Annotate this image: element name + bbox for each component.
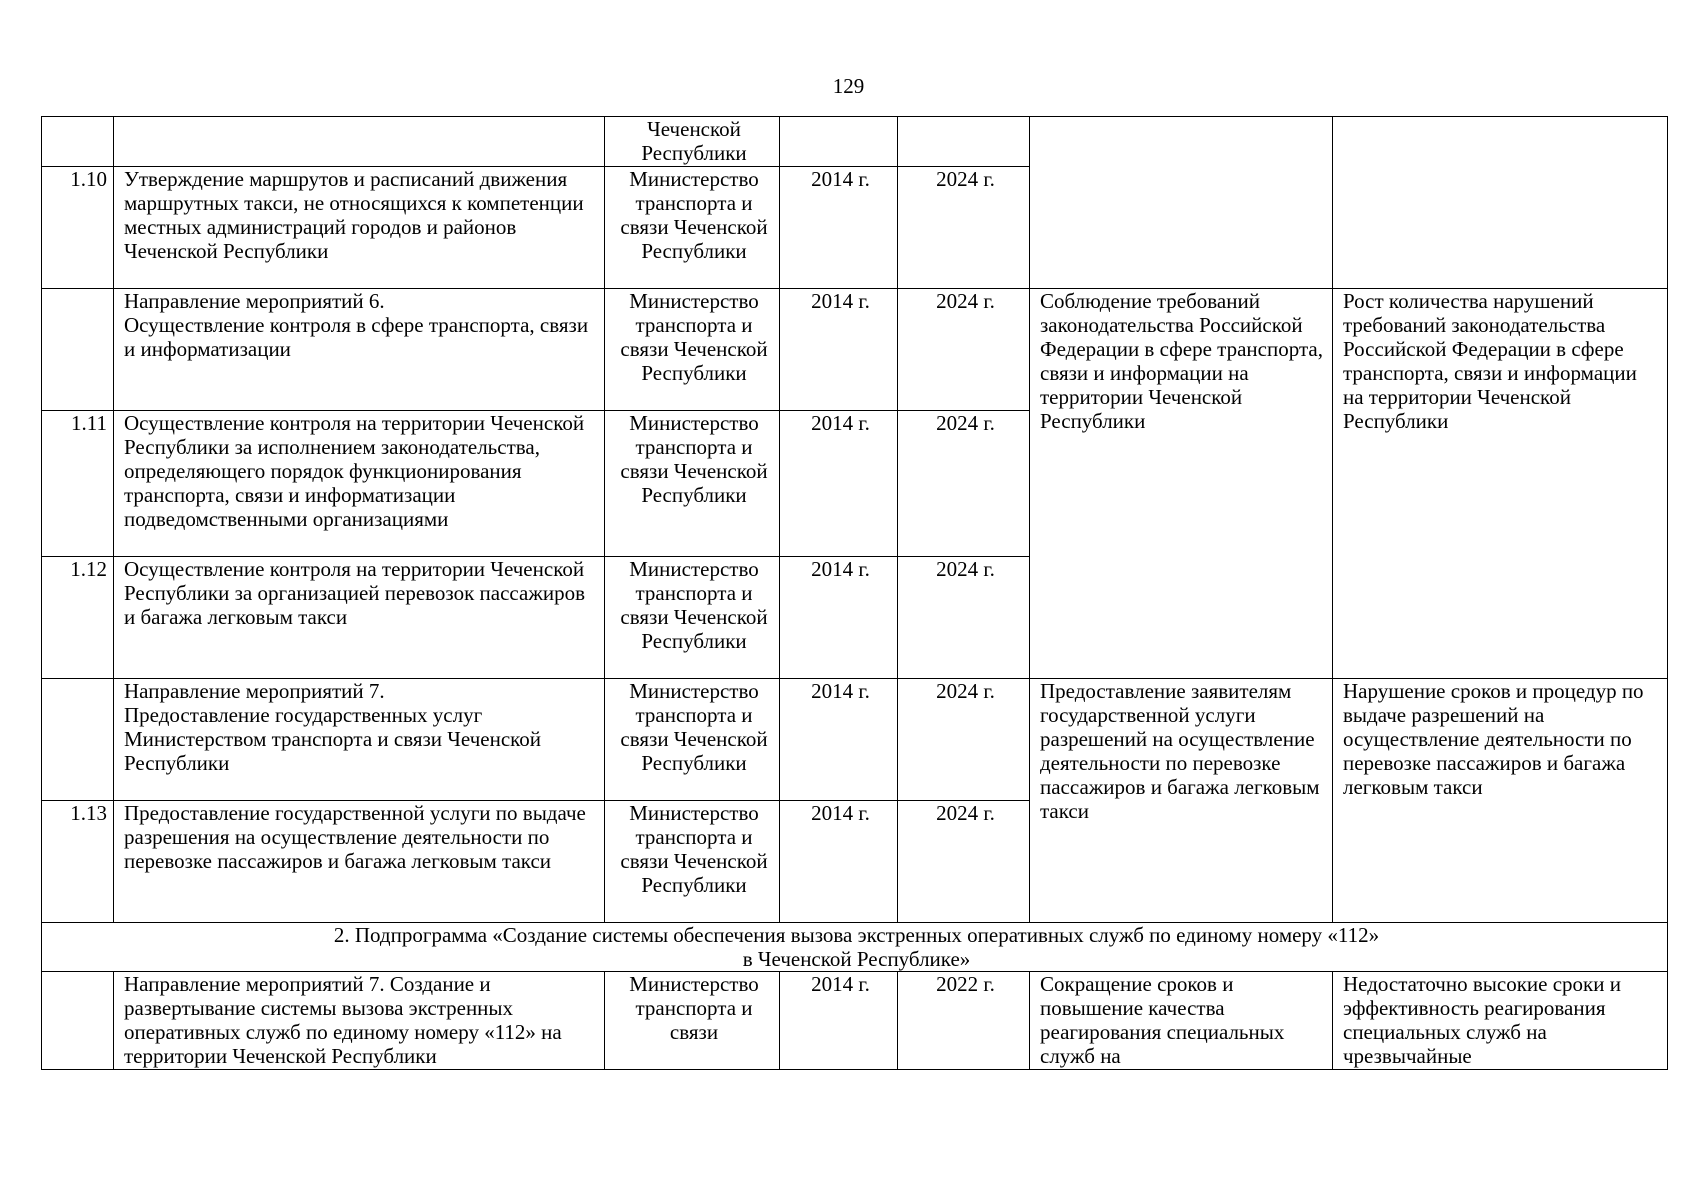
subprogram-heading (42, 923, 1668, 972)
activity-name: Направление мероприятий 7. Создание и развертывание системы вызова экстренных оперативных служб по единому номеру «112» на территории Чеченской Республики (114, 972, 605, 1070)
page-number: 129 (832, 74, 865, 98)
executor: Министерство транспорта и связи Чеченской Республики (605, 167, 780, 289)
executor: Министерство транспорта и связи Чеченской Республики (605, 801, 780, 923)
table-row (42, 117, 1668, 167)
end-year: 2022 г. (898, 972, 1030, 1070)
executor: Министерство транспорта и связи Чеченской Республики (605, 557, 780, 679)
row-number: 1.11 (42, 411, 114, 557)
start-year: 2014 г. (780, 557, 898, 679)
row-number: 1.13 (42, 801, 114, 923)
row-number: 1.12 (42, 557, 114, 679)
executor: Чеченской Республики (605, 117, 780, 167)
end-year: 2024 г. (898, 801, 1030, 923)
row-number (42, 117, 114, 167)
end-year (898, 117, 1030, 167)
row-number (42, 972, 114, 1070)
activity-name: Осуществление контроля на территории Чеченской Республики за организацией перевозок пассажиров и багажа легковым такси (114, 557, 605, 679)
activity-name: Утверждение маршрутов и расписаний движения маршрутных такси, не относящихся к компетенции местных администраций городов и районов Чеченской Республики (114, 167, 605, 289)
consequence (1333, 117, 1668, 289)
executor: Министерство транспорта и связи Чеченской Республики (605, 679, 780, 801)
activity-name: Предоставление государственной услуги по выдаче разрешения на осуществление деятельности по перевозке пассажиров и багажа легковым такси (114, 801, 605, 923)
start-year: 2014 г. (780, 289, 898, 411)
start-year: 2014 г. (780, 411, 898, 557)
row-number (42, 289, 114, 411)
activity-name: Направление мероприятий 6. Осуществление контроля в сфере транспорта, связи и информатизации (114, 289, 605, 411)
start-year: 2014 г. (780, 679, 898, 801)
subprogram-title-line-1: 2. Подпрограмма «Создание системы обеспечения вызова экстренных оперативных служб по единому номеру «112» (333, 923, 1380, 947)
end-year: 2024 г. (898, 557, 1030, 679)
table-row (42, 679, 1668, 801)
expected-result (1030, 117, 1333, 289)
executor: Министерство транспорта и связи Чеченской Республики (605, 411, 780, 557)
activity-name: Направление мероприятий 7. Предоставление государственных услуг Министерством транспорта и связи Чеченской Республики (114, 679, 605, 801)
start-year: 2014 г. (780, 801, 898, 923)
consequence: Недостаточно высокие сроки и эффективность реагирования специальных служб на чрезвычайные (1333, 972, 1668, 1070)
activity-name (114, 117, 605, 167)
end-year: 2024 г. (898, 167, 1030, 289)
start-year (780, 117, 898, 167)
subprogram-row (42, 923, 1668, 972)
expected-result: Соблюдение требований законодательства Российской Федерации в сфере транспорта, связи и информации на территории Чеченской Республики (1030, 289, 1333, 679)
consequence: Рост количества нарушений требований законодательства Российской Федерации в сфере транспорта, связи и информации на территории Чеченской Республики (1333, 289, 1668, 679)
start-year: 2014 г. (780, 167, 898, 289)
expected-result: Предоставление заявителям государственной услуги разрешений на осуществление деятельности по перевозке пассажиров и багажа легковым такси (1030, 679, 1333, 923)
row-number (42, 679, 114, 801)
start-year: 2014 г. (780, 972, 898, 1070)
end-year: 2024 г. (898, 679, 1030, 801)
expected-result: Сокращение сроков и повышение качества реагирования специальных служб на (1030, 972, 1333, 1070)
row-number: 1.10 (42, 167, 114, 289)
end-year: 2024 г. (898, 411, 1030, 557)
program-table (41, 116, 1668, 1070)
table-row (42, 972, 1668, 1070)
executor: Министерство транспорта и связи (605, 972, 780, 1070)
activity-name: Осуществление контроля на территории Чеченской Республики за исполнением законодательства, определяющего порядок функционирования транспорта, связи и информатизации подведомственными организациями (114, 411, 605, 557)
consequence: Нарушение сроков и процедур по выдаче разрешений на осуществление деятельности по перевозке пассажиров и багажа легковым такси (1333, 679, 1668, 923)
executor: Министерство транспорта и связи Чеченской Республики (605, 289, 780, 411)
subprogram-title-line-2: в Чеченской Республике» (742, 947, 971, 971)
table-row (42, 289, 1668, 411)
end-year: 2024 г. (898, 289, 1030, 411)
